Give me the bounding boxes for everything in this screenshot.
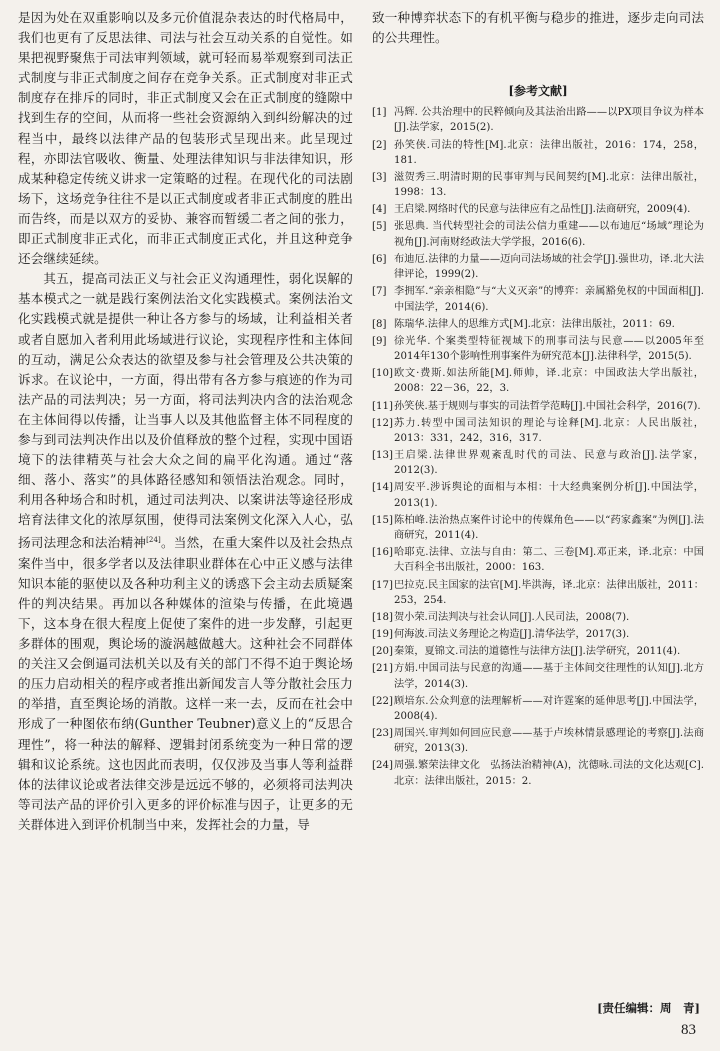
reference-number: [20] <box>372 646 393 658</box>
reference-item <box>372 661 704 692</box>
footnote-citation-24[interactable]: [24] <box>146 536 161 545</box>
reference-number: [3] <box>372 171 387 183</box>
reference-text: 徐光华. 个案类型特征视域下的刑事司法与民意——以2005年至2014年130个影响性刑事案件为研究范本[J].法律科学，2015(5). <box>394 335 704 363</box>
reference-text: 贺小荣.司法判决与社会认同[J].人民司法，2008(7). <box>394 611 630 623</box>
reference-text: 冯辉. 公共治理中的民粹倾向及其法治出路——以PX项目争议为样本[J].法学家，2015(2). <box>394 107 704 134</box>
reference-item <box>372 170 704 201</box>
reference-item <box>372 317 704 332</box>
reference-number: [8] <box>372 318 387 330</box>
responsible-editor: [责任编辑：周 青] <box>597 1001 700 1015</box>
reference-number: [1] <box>372 107 387 119</box>
reference-item <box>372 219 704 250</box>
reference-number: [24] <box>372 760 393 772</box>
reference-item <box>372 202 704 217</box>
reference-list <box>372 105 704 789</box>
continuation-paragraph: 致一种博弈状态下的有机平衡与稳步的推进，逐步走向司法的公共理性。 <box>372 10 704 46</box>
reference-item <box>372 334 704 365</box>
reference-item <box>372 416 704 447</box>
references-heading: [参考文献] <box>508 84 568 99</box>
reference-text: 秦策，夏锦文.司法的道德性与法律方法[J].法学研究，2011(4). <box>394 646 681 658</box>
reference-text: 孙笑侠.司法的特性[M].北京：法律出版社，2016：174，258，181. <box>394 139 704 166</box>
reference-text: 李拥军.“亲亲相隐”与“大义灭亲”的博弈：亲属豁免权的中国面相[J].中国法学，2014(6). <box>394 286 704 313</box>
reference-text: 苏力.转型中国司法知识的理论与诠释[M].北京：人民出版社，2013：331，242，316，317. <box>394 417 704 444</box>
reference-text: 陈瑞华.法律人的思维方式[M].北京：法律出版社，2011：69. <box>394 318 675 330</box>
left-column <box>18 8 353 835</box>
reference-number: [14] <box>372 482 393 494</box>
reference-number: [18] <box>372 611 393 623</box>
reference-item <box>372 284 704 315</box>
reference-item <box>372 366 704 397</box>
paragraph-2-text: 其五，提高司法正义与社会正义沟通理性，弱化误解的基本模式之一就是践行案例法治文化实践模式。案例法治文化实践模式就是提供一种让各方参与的场域，让利益相关者或者自愿加入者利用此场域进行议论，实现程序性和主体间的互动，满足公众表达的欲望及参与社会管理及公共决策的诉求。在议论中，一方面，得出带有各方参与痕迹的作为司法产品的司法判决；另一方面，将司法判决内含的法治观念在主体间得以传播，让当事人以及其他监督主体不同程度的参与到司法判决作出以及价值释放的整个过程，实现中国语境下的法律精英与社会大众之间的扁平化沟通。通过“落细、落小、落实”的具体路径感知和领悟法治观念。同时，利用各种场合和时机，通过司法判决、以案讲法等途径形成培育法律文化的浓厚氛围，使得司法案例文化深入人心，弘扬司法理念和法治精神 <box>18 271 353 551</box>
reference-number: [5] <box>372 221 387 233</box>
reference-item <box>372 694 704 725</box>
reference-text: 滋贺秀三.明清时期的民事审判与民间契约[M].北京：法律出版社，1998：13. <box>394 171 704 199</box>
reference-number: [4] <box>372 204 387 216</box>
reference-text: 孙笑侠.基于规则与事实的司法哲学范畴[J].中国社会科学，2016(7). <box>394 400 701 412</box>
reference-item <box>372 627 704 642</box>
reference-text: 欧文·费斯.如法所能[M].师帅，译.北京：中国政法大学出版社，2008：22－36，22，3. <box>394 368 704 395</box>
reference-item <box>372 448 704 479</box>
reference-number: [7] <box>372 286 387 298</box>
reference-number: [23] <box>372 728 393 739</box>
reference-text: 王启梁.网络时代的民意与法律应有之品性[J].法商研究，2009(4). <box>394 204 691 216</box>
reference-text: 顾培东.公众判意的法理解析——对许霆案的延伸思考[J].中国法学，2008(4). <box>394 695 704 722</box>
reference-item <box>372 578 704 609</box>
reference-text: 周强.繁荣法律文化 弘扬法治精神(A)，沈德咏.司法的文化达观[C].北京：法律出版社，2015：2. <box>394 760 704 787</box>
reference-item <box>372 545 704 576</box>
reference-item <box>372 480 704 511</box>
reference-item <box>372 252 704 283</box>
reference-text: 王启梁.法律世界观紊乱时代的司法、民意与政治[J].法学家，2012(3). <box>394 449 704 477</box>
reference-number: [16] <box>372 547 393 559</box>
reference-item <box>372 399 704 414</box>
reference-item <box>372 513 704 544</box>
reference-text: 张思典. 当代转型社会的司法公信力重建——以布迪厄“场域”理论为视角[J].河南财经政法大学学报，2016(6). <box>394 221 704 248</box>
reference-text: 陈柏峰.法治热点案件讨论中的传媒角色——以“药家鑫案”为例[J].法商研究，2011(4). <box>394 514 704 542</box>
reference-number: [21] <box>372 663 393 675</box>
reference-text: 布迪厄.法律的力量——迈向司法场域的社会学[J].强世功，译.北大法律评论，1999(2). <box>394 253 704 281</box>
reference-item <box>372 726 704 757</box>
paragraph-2-tail: 。当然，在重大案件以及社会热点案件当中，很多学者以及法律职业群体在心中正义感与法律知识本能的驱使以及各种功利主义的诱惑下会主动去质疑案件的判决结果。再加以各种媒体的渲染与传播，在此境遇下，这本身在很大程度上促使了案件的进一步发酵，引起更多群体的围观，舆论场的漩涡越做越大。这种社会不同群体的关注又会倒逼司法机关以及有关的部门不得不迫于舆论场的压力启动相关的程序或者推出新闻发言人等分散社会压力的举措，直至舆论场的消散。这样一来一去，反而在社会中形成了一种图依布纳(Gunther Teubner)意义上的“反思合理性”，将一种法的解释、逻辑封闭系统变为一种日常的逻辑和议论系统。这也因此而表明，仅仅涉及当事人等利益群体的法律议论或者法律交涉是远远不够的，必须将司法判决等司法产品的评价引入更多的评价标准与因子，让更多的无关群体进入到评价机制当中来，发挥社会的力量，导 <box>18 535 354 832</box>
reference-number: [15] <box>372 514 393 526</box>
reference-number: [11] <box>372 400 393 412</box>
reference-text: 方娟.中国司法与民意的沟通——基于主体间交往理性的认知[J].北方法学，2014(3). <box>394 663 704 690</box>
reference-item <box>372 644 704 659</box>
reference-number: [22] <box>372 695 393 707</box>
reference-number: [19] <box>372 629 393 641</box>
reference-text: 巴拉克.民主国家的法官[M].毕洪海，译.北京：法律出版社，2011：253，254. <box>394 579 704 606</box>
reference-text: 周安平.涉诉舆论的面相与本相：十大经典案例分析[J].中国法学，2013(1). <box>394 482 704 509</box>
reference-number: [6] <box>372 253 387 265</box>
reference-item <box>372 758 704 789</box>
page-number: 83 <box>681 1022 696 1038</box>
body-paragraph-1: 是因为处在双重影响以及多元价值混杂表达的时代格局中，我们也更有了反思法律、司法与社会互动关系的自觉性。如果把视野聚焦于司法审判领域，就可轻而易举观察到司法正式制度与非正式制度之间存在竞争关系。正式制度对非正式制度存在排斥的同时，非正式制度又会在正式制度的缝隙中找到生存的空间，从而将一些社会资源纳入到纠纷解决的过程当中，最终以法律产品的包装形式呈现出来。此呈现过程，亦即法官吸收、衡量、处理法律知识与非法律知识，形成某种稳定传统义讲求一定策略的过程。在现代化的司法剧场下，这场竞争往往不是以正式制度或者非正式制度的胜出而告终，而是以双方的妥协、兼容而暂缓二者之间的张力，即正式制度非正式化，而非正式制度正式化，并且这种竞争还会继续延续。 <box>18 10 353 267</box>
reference-number: [17] <box>372 579 393 591</box>
reference-number: [13] <box>372 449 393 461</box>
reference-number: [9] <box>372 335 387 347</box>
reference-item <box>372 138 704 169</box>
reference-text: 哈耶克.法律、立法与自由：第二、三卷[M].邓正来，译.北京：中国大百科全书出版社，2000：163. <box>394 547 704 574</box>
reference-item <box>372 105 704 136</box>
reference-number: [2] <box>372 139 387 151</box>
body-paragraph-2 <box>18 269 353 835</box>
reference-text: 周国兴.审判如何回应民意——基于卢埃林情景感理论的考察[J].法商研究，2013(3). <box>394 728 704 755</box>
reference-item <box>372 610 704 625</box>
right-column <box>372 8 704 791</box>
reference-number: [10] <box>372 368 393 380</box>
reference-text: 何海波.司法义务理论之构造[J].清华法学，2017(3). <box>394 629 630 641</box>
reference-number: [12] <box>372 417 393 429</box>
